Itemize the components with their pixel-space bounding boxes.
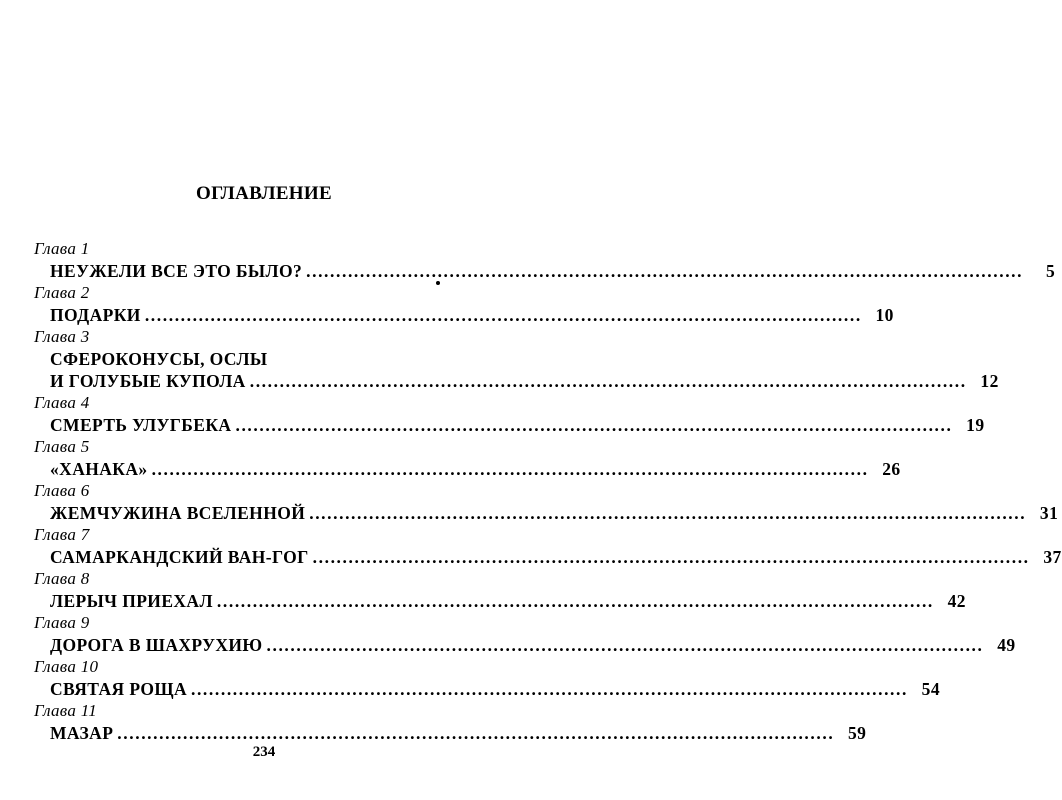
chapter-title-row [34,414,985,436]
chapter-label: Глава 3 [34,327,90,346]
toc-entry [34,656,940,700]
toc-entry [34,282,894,326]
chapter-label: Глава 9 [34,613,90,632]
chapter-title: И ГОЛУБЫЕ КУПОЛА [50,371,246,391]
chapter-title-row [34,678,940,700]
chapter-title-row [34,502,1059,524]
print-speck [436,281,440,285]
chapter-title-row [34,722,867,744]
chapter-title-row [34,458,901,480]
dot-leader: ........................................................................................................................ [144,305,862,325]
dot-leader: ........................................................................................................................ [309,503,1027,523]
toc-entry [34,524,1062,568]
chapter-label: Глава 4 [34,393,90,412]
toc-entry [34,238,1056,282]
dot-leader: ........................................................................................................................ [306,261,1024,281]
page-number: 234 [252,744,276,760]
chapter-page-number: 31 [1039,503,1059,523]
chapter-page-number: 12 [980,371,999,391]
chapter-label: Глава 1 [34,239,90,258]
toc-entry [34,700,867,744]
table-of-contents [34,238,1062,744]
chapter-title-row [34,546,1062,568]
chapter-title-row [34,260,1056,282]
dot-leader: ........................................................................................................................ [117,723,835,743]
chapter-title: СВЯТАЯ РОЩА [50,679,187,699]
toc-entry [34,436,901,480]
chapter-title-line: СФЕРОКОНУСЫ, ОСЛЫ [50,349,268,369]
chapter-title: МАЗАР [50,723,114,743]
chapter-label: Глава 8 [34,569,90,588]
chapter-title-row [34,304,894,326]
chapter-label: Глава 2 [34,283,90,302]
chapter-title: ЛЕРЫЧ ПРИЕХАЛ [50,591,213,611]
chapter-label: Глава 11 [34,701,98,720]
chapter-title: «ХАНАКА» [50,459,148,479]
chapter-page-number: 5 [1045,261,1056,281]
chapter-page-number: 59 [847,723,867,743]
chapter-label: Глава 7 [34,525,90,544]
chapter-title: ЖЕМЧУЖИНА ВСЕЛЕННОЙ [50,503,306,523]
chapter-page-number: 19 [966,415,985,435]
chapter-title: НЕУЖЕЛИ ВСЕ ЭТО БЫЛО? [50,261,303,281]
chapter-title-row [34,634,1016,656]
chapter-page-number: 10 [875,305,894,325]
chapter-title-row [34,590,966,612]
chapter-page-number: 37 [1043,547,1062,567]
chapter-label: Глава 6 [34,481,90,500]
chapter-page-number: 26 [882,459,901,479]
toc-entry [34,480,1059,524]
dot-leader: ........................................................................................................................ [216,591,934,611]
chapter-title: ПОДАРКИ [50,305,141,325]
chapter-page-number: 54 [921,679,940,699]
toc-heading: ОГЛАВЛЕНИЕ [196,183,332,204]
chapter-title: САМАРКАНДСКИЙ ВАН-ГОГ [50,547,309,567]
dot-leader: ........................................................................................................................ [312,547,1030,567]
chapter-title-row [34,370,999,392]
dot-leader: ........................................................................................................................ [151,459,869,479]
chapter-label: Глава 10 [34,657,99,676]
dot-leader: ........................................................................................................................ [266,635,984,655]
toc-entry [34,568,966,612]
chapter-title: СМЕРТЬ УЛУГБЕКА [50,415,232,435]
chapter-title: ДОРОГА В ШАХРУХИЮ [50,635,263,655]
chapter-label: Глава 5 [34,437,90,456]
chapter-page-number: 42 [947,591,966,611]
toc-entry [34,392,985,436]
toc-entry [34,612,1016,656]
dot-leader: ........................................................................................................................ [235,415,953,435]
dot-leader: ........................................................................................................................ [190,679,908,699]
toc-entry [34,326,999,392]
dot-leader: ........................................................................................................................ [249,371,967,391]
chapter-page-number: 49 [997,635,1016,655]
